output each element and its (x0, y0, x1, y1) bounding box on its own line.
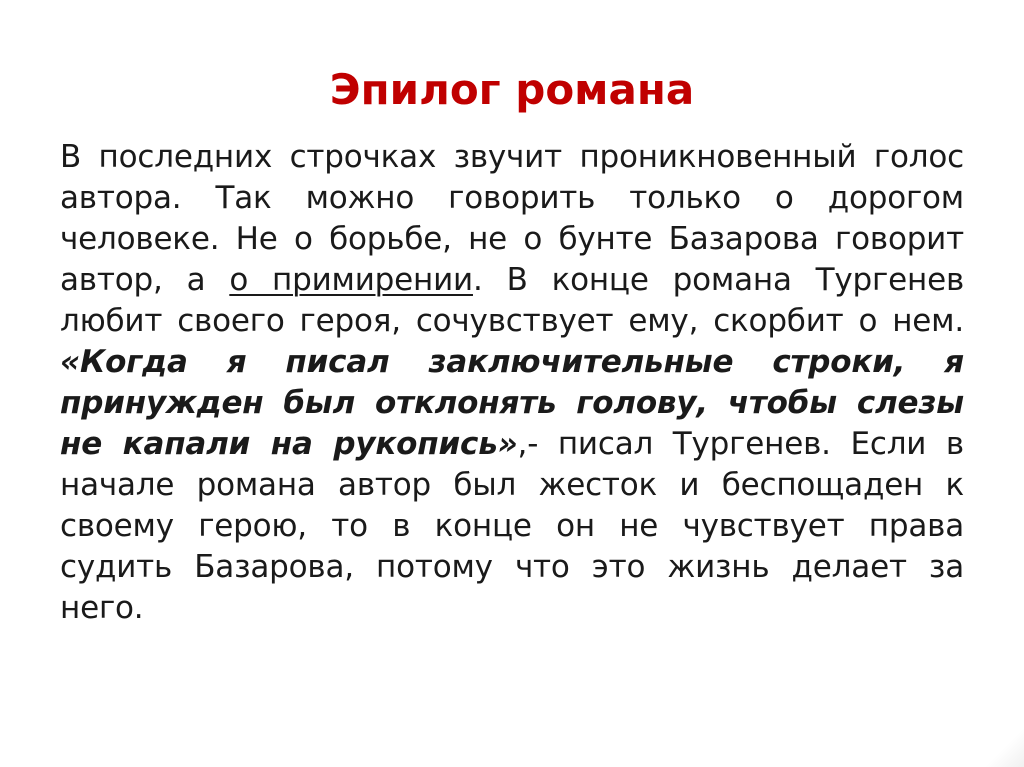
paragraph-text-2: . В конце романа Тургенев любит своего героя, сочувствует ему, скорбит о нем. (60, 262, 965, 339)
paragraph-text-1: В последних строчках звучит проникновенный голос автора. Так можно говорить только о дорогом человеке. Не о борьбе, не о бунте Базарова говорит автор, а (60, 139, 964, 298)
underlined-phrase: о примирении (229, 262, 473, 298)
slide-title: Эпилог романа (329, 65, 695, 114)
body-paragraph (60, 137, 964, 629)
paragraph-text-3: ,- писал Тургенев. Если в начале романа автор был жесток и беспощаден к своему герою, то в конце он не чувствует права судить Базарова, потому что это жизнь делает за него. (60, 426, 964, 626)
turgenev-quote: «Когда я писал заключительные строки, я принужден был отклонять голову, чтобы слезы не капали на рукопись» (60, 344, 964, 462)
